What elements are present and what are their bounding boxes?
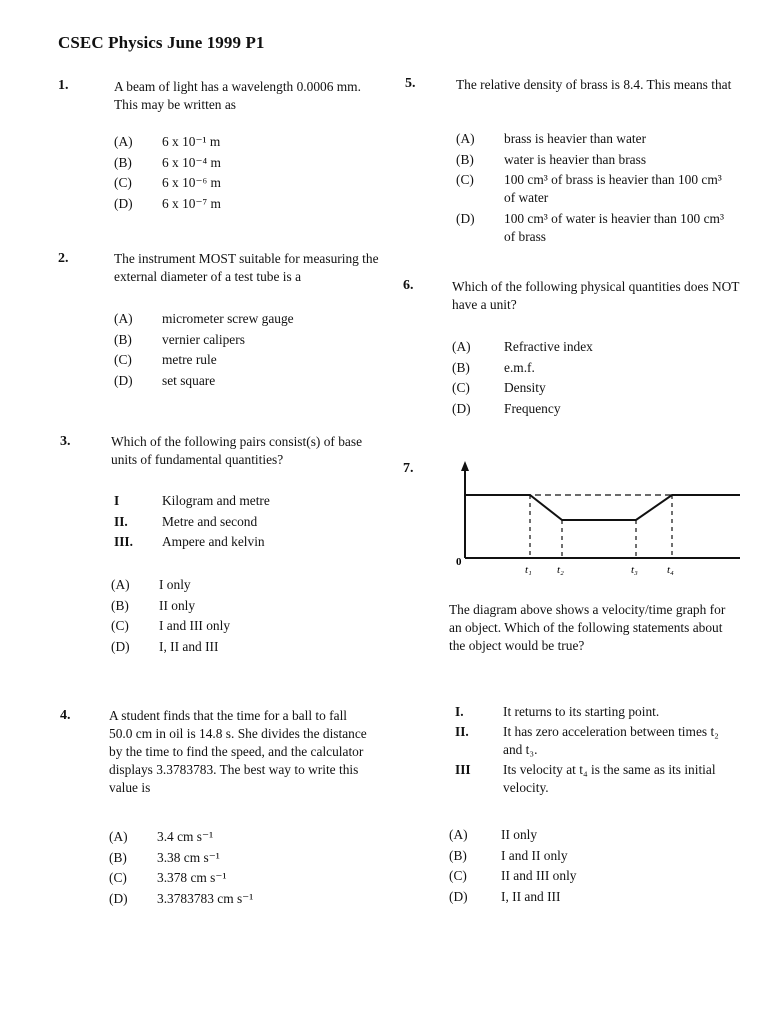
option-c[interactable] bbox=[111, 617, 230, 638]
option-c[interactable] bbox=[452, 379, 593, 400]
option-d[interactable] bbox=[452, 400, 593, 421]
option-text: II and III only bbox=[501, 868, 577, 883]
option-a[interactable] bbox=[449, 826, 576, 847]
option-b[interactable] bbox=[456, 151, 741, 172]
statement-label: I bbox=[114, 493, 120, 508]
option-label: (C) bbox=[452, 380, 470, 395]
option-label: (D) bbox=[109, 890, 128, 906]
statements-list bbox=[114, 492, 270, 554]
option-label: (A) bbox=[114, 134, 133, 149]
option-a[interactable] bbox=[456, 130, 741, 151]
option-text: I and III only bbox=[159, 618, 231, 633]
options-list bbox=[449, 826, 576, 908]
option-label: (C) bbox=[111, 618, 129, 633]
option-text: 6 x 10⁻⁷ m bbox=[162, 195, 221, 211]
question-number: 3. bbox=[60, 434, 71, 449]
option-d[interactable] bbox=[111, 638, 230, 659]
option-d[interactable] bbox=[114, 195, 221, 216]
question-stem: A beam of light has a wavelength 0.0006 mm. This may be written as bbox=[114, 79, 361, 112]
t2-label: t₂ bbox=[557, 564, 564, 576]
option-label: (B) bbox=[114, 154, 132, 170]
options-list bbox=[452, 338, 593, 420]
option-text: 3.3783783 cm s⁻¹ bbox=[157, 890, 254, 906]
velocity-line bbox=[465, 495, 740, 520]
options-list bbox=[111, 576, 230, 658]
option-text: micrometer screw gauge bbox=[162, 311, 294, 326]
question-stem: A student finds that the time for a ball to fall 50.0 cm in oil is 14.8 s. She divides the distance by the time to find the speed, and the calculator displays 3.3783783. The best way to write this value is bbox=[109, 708, 367, 795]
option-label: (C) bbox=[456, 172, 474, 187]
question-number: 1. bbox=[58, 78, 69, 93]
velocity-time-graph bbox=[448, 458, 743, 582]
options-list bbox=[114, 133, 221, 215]
option-text: II only bbox=[159, 597, 196, 613]
statement-ii bbox=[455, 723, 740, 759]
statement-label: III bbox=[455, 762, 471, 777]
question-stem: The diagram above shows a velocity/time graph for an object. Which of the following statements about the object would be true? bbox=[449, 602, 726, 653]
t3-label: t₃ bbox=[631, 564, 638, 576]
option-label: (D) bbox=[456, 211, 475, 226]
option-label: (B) bbox=[452, 359, 470, 375]
option-label: (B) bbox=[109, 849, 127, 865]
option-a[interactable] bbox=[109, 828, 253, 849]
option-text: set square bbox=[162, 372, 216, 388]
statement-label: III. bbox=[114, 534, 133, 549]
option-a[interactable] bbox=[111, 576, 230, 597]
page-title: CSEC Physics June 1999 P1 bbox=[58, 33, 265, 52]
option-label: (D) bbox=[452, 400, 471, 416]
question-number: 5. bbox=[405, 76, 416, 91]
option-c[interactable] bbox=[109, 869, 253, 890]
option-a[interactable] bbox=[114, 310, 294, 331]
option-text: 3.4 cm s⁻¹ bbox=[157, 829, 214, 844]
statement-text: Metre and second bbox=[162, 513, 258, 529]
option-label: (A) bbox=[109, 829, 128, 844]
option-b[interactable] bbox=[114, 331, 294, 352]
option-label: (D) bbox=[111, 638, 130, 654]
statement-i bbox=[455, 703, 740, 723]
option-b[interactable] bbox=[449, 847, 576, 868]
option-text: I and II only bbox=[501, 847, 568, 863]
option-b[interactable] bbox=[111, 597, 230, 618]
option-label: (C) bbox=[109, 870, 127, 885]
t4-label: t₄ bbox=[667, 564, 674, 576]
option-a[interactable] bbox=[452, 338, 593, 359]
question-stem: Which of the following physical quantities does NOT have a unit? bbox=[452, 279, 740, 312]
option-label: (B) bbox=[456, 151, 474, 167]
statement-text: Ampere and kelvin bbox=[162, 534, 265, 549]
option-label: (B) bbox=[449, 847, 467, 863]
option-text: 3.378 cm s⁻¹ bbox=[157, 870, 227, 885]
option-text: Refractive index bbox=[504, 339, 593, 354]
options-list bbox=[456, 130, 741, 246]
option-text: II only bbox=[501, 827, 538, 842]
statements-list bbox=[455, 703, 740, 797]
option-d[interactable] bbox=[109, 890, 253, 911]
options-list bbox=[109, 828, 253, 910]
statement-label: II. bbox=[114, 513, 128, 529]
option-text: 6 x 10⁻¹ m bbox=[162, 134, 221, 149]
question-stem: Which of the following pairs consist(s) of base units of fundamental quantities? bbox=[111, 434, 363, 467]
option-text: Density bbox=[504, 380, 546, 395]
option-c[interactable] bbox=[114, 351, 294, 372]
option-d[interactable] bbox=[449, 888, 576, 909]
option-label: (B) bbox=[111, 597, 129, 613]
option-label: (A) bbox=[456, 131, 475, 146]
option-text: brass is heavier than water bbox=[504, 131, 647, 146]
option-text: metre rule bbox=[162, 352, 217, 367]
question-stem: The instrument MOST suitable for measuring the external diameter of a test tube is a bbox=[114, 251, 379, 284]
y-axis-arrow-icon bbox=[461, 461, 469, 471]
statement-iii bbox=[455, 761, 740, 797]
option-c[interactable] bbox=[114, 174, 221, 195]
option-d[interactable] bbox=[456, 210, 741, 246]
statement-text: Its velocity at t₄ is the same as its initial velocity. bbox=[503, 762, 716, 795]
origin-label: 0 bbox=[456, 556, 462, 568]
option-c[interactable] bbox=[456, 171, 741, 207]
option-text: Frequency bbox=[504, 400, 561, 416]
question-stem: The relative density of brass is 8.4. This means that bbox=[456, 77, 732, 92]
question-number: 4. bbox=[60, 708, 71, 723]
option-label: (A) bbox=[452, 339, 471, 354]
options-list bbox=[114, 310, 294, 392]
option-b[interactable] bbox=[109, 849, 253, 870]
statement-ii bbox=[114, 513, 270, 534]
option-label: (D) bbox=[449, 888, 468, 904]
option-label: (D) bbox=[114, 195, 133, 211]
option-label: (C) bbox=[449, 868, 467, 883]
option-label: (A) bbox=[114, 311, 133, 326]
t1-label: t₁ bbox=[525, 564, 532, 576]
option-text: vernier calipers bbox=[162, 331, 245, 347]
option-c[interactable] bbox=[449, 867, 576, 888]
option-b[interactable] bbox=[114, 154, 221, 175]
question-number: 2. bbox=[58, 251, 69, 266]
statement-text: It has zero acceleration between times t₂ and t₃. bbox=[503, 724, 719, 757]
option-text: water is heavier than brass bbox=[504, 151, 647, 167]
option-label: (C) bbox=[114, 175, 132, 190]
option-label: (C) bbox=[114, 352, 132, 367]
question-number: 6. bbox=[403, 278, 414, 293]
option-text: 100 cm³ of brass is heavier than 100 cm³ of water bbox=[504, 172, 722, 205]
option-text: 6 x 10⁻⁶ m bbox=[162, 175, 221, 190]
statement-text: It returns to its starting point. bbox=[503, 704, 660, 719]
option-a[interactable] bbox=[114, 133, 221, 154]
option-label: (A) bbox=[449, 827, 468, 842]
option-label: (A) bbox=[111, 577, 130, 592]
option-text: 3.38 cm s⁻¹ bbox=[157, 849, 220, 865]
statement-label: I. bbox=[455, 704, 464, 719]
option-label: (D) bbox=[114, 372, 133, 388]
option-text: I only bbox=[159, 577, 191, 592]
option-text: e.m.f. bbox=[504, 359, 535, 375]
statement-label: II. bbox=[455, 724, 469, 739]
option-text: 100 cm³ of water is heavier than 100 cm³ of brass bbox=[504, 211, 724, 244]
statement-text: Kilogram and metre bbox=[162, 493, 270, 508]
option-label: (B) bbox=[114, 331, 132, 347]
option-text: 6 x 10⁻⁴ m bbox=[162, 154, 221, 170]
option-text: I, II and III bbox=[501, 888, 561, 904]
question-number: 7. bbox=[403, 461, 414, 476]
statement-i bbox=[114, 492, 270, 513]
option-text: I, II and III bbox=[159, 638, 219, 654]
option-d[interactable] bbox=[114, 372, 294, 393]
statement-iii bbox=[114, 533, 270, 554]
option-b[interactable] bbox=[452, 359, 593, 380]
